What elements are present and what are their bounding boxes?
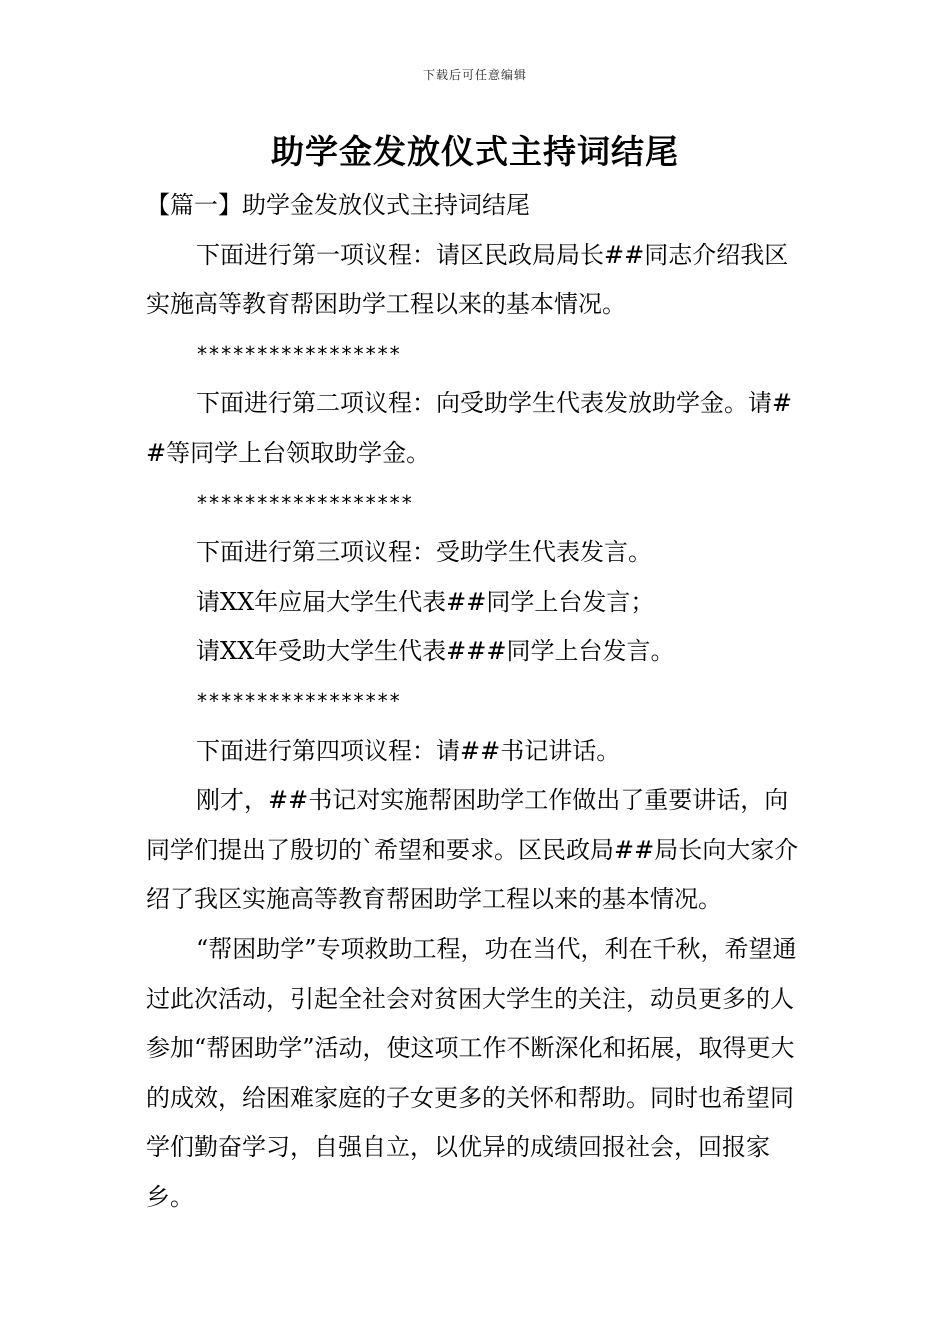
paragraph-agenda-2: 下面进行第二项议程：向受助学生代表发放助学金。请##等同学上台领取助学金。 [146, 389, 793, 467]
header-note: 下载后可任意编辑 [422, 68, 527, 82]
paragraph-agenda-3: 下面进行第三项议程：受助学生代表发言。 [196, 538, 652, 567]
separator-stars-1: ***************** [196, 341, 401, 366]
paragraph-speaker-1: 请XX年应届大学生代表##同学上台发言； [196, 587, 655, 616]
paragraph-speaker-2: 请XX年受助大学生代表###同学上台发言。 [196, 637, 675, 666]
document-body [146, 181, 810, 1222]
separator-stars-2: ****************** [196, 490, 413, 515]
section-heading: 【篇一】助学金发放仪式主持词结尾 [146, 191, 530, 219]
paragraph-closing: “帮困助学”专项救助工程，功在当代，利在千秋，希望通过此次活动，引起全社会对贫困大学生的关注，动员更多的人参加“帮困助学”活动，使这项工作不断深化和拓展，取得更大的成效，给困难家庭的子女更多的关怀和帮助。同时也希望同学们勤奋学习，自强自立，以优异的成绩回报社会，回报家乡。 [146, 934, 797, 1211]
separator-stars-3: ***************** [196, 688, 401, 713]
paragraph-agenda-4: 下面进行第四项议程：请##书记讲话。 [196, 736, 621, 765]
paragraph-summary: 刚才，##书记对实施帮困助学工作做出了重要讲话，向同学们提出了殷切的`希望和要求。区民政局##局长向大家介绍了我区实施高等教育帮困助学工程以来的基本情况。 [146, 786, 799, 914]
document-title: 助学金发放仪式主持词结尾 [271, 132, 679, 171]
paragraph-agenda-1: 下面进行第一项议程：请区民政局局长##同志介绍我区实施高等教育帮困助学工程以来的基本情况。 [146, 240, 789, 319]
